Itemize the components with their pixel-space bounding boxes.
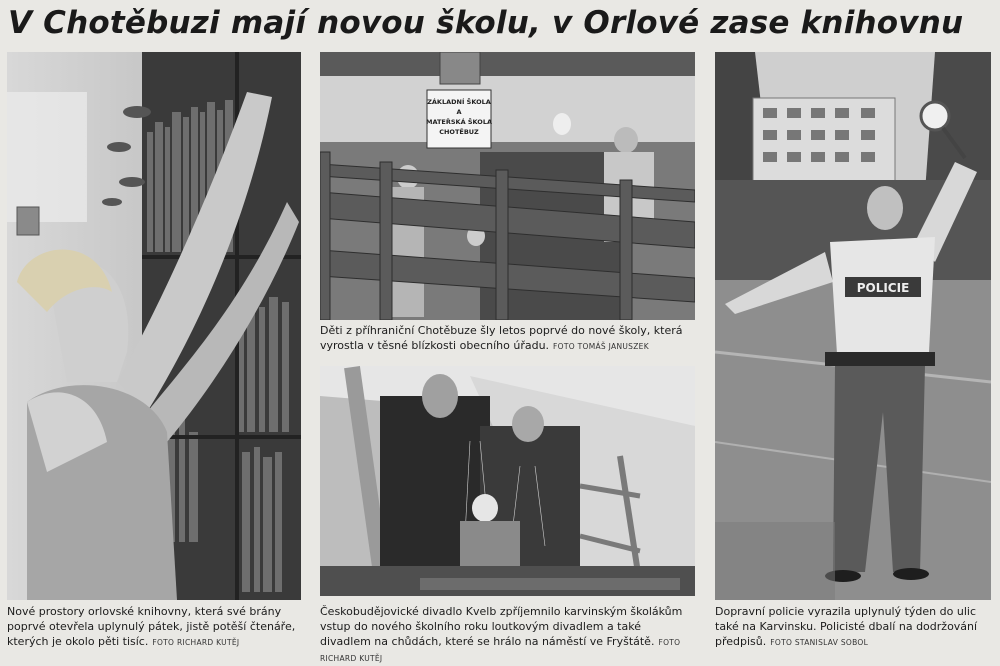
police-vest-text: POLICIE — [856, 281, 910, 295]
police-photo — [715, 52, 991, 600]
headline: V Chotěbuzi mají novou školu, v Orlové zase knihovnu — [8, 5, 964, 41]
school-sign-line-4: CHOTĚBUZ — [439, 128, 479, 136]
caption-puppets — [320, 604, 695, 666]
caption-puppets-credit: FOTO RICHARD KUTĚJ — [320, 638, 681, 663]
caption-police-credit: FOTO STANISLAV SOBOL — [770, 638, 869, 647]
school-sign-line-1: ZÁKLADNÍ ŠKOLA — [427, 98, 491, 106]
school-photo — [320, 52, 695, 320]
caption-school-text: Děti z příhraniční Chotěbuze šly letos poprvé do nové školy, která vyrostla v těsné blízkosti obecního úřadu. — [320, 324, 683, 352]
puppets-photo — [320, 366, 695, 596]
school-sign-line-2: A — [456, 108, 462, 116]
school-sign-line-3: MATEŘSKÁ ŠKOLA — [425, 118, 493, 126]
caption-puppets-text: Českobudějovické divadlo Kvelb zpříjemnilo karvinským školákům vstup do nového školního roku loutkovým divadlem a také divadlem na chůdách, které se hrálo na náměstí ve Fryštátě. — [320, 605, 683, 648]
caption-police-text: Dopravní policie vyrazila uplynulý týden do ulic také na Karvinsku. Policisté dbalí na dodržování předpisů. — [715, 605, 978, 648]
caption-library-credit: FOTO RICHARD KUTĚJ — [152, 638, 240, 647]
caption-school — [320, 323, 695, 354]
caption-library-text: Nové prostory orlovské knihovny, která své brány poprvé otevřela uplynulý pátek, jistě potěší čtenáře, kterých je okolo pěti tisíc. — [7, 605, 296, 648]
caption-school-credit: FOTO TOMÁŠ JANUSZEK — [553, 342, 649, 351]
caption-police — [715, 604, 993, 650]
caption-library — [7, 604, 303, 650]
library-photo — [7, 52, 301, 600]
